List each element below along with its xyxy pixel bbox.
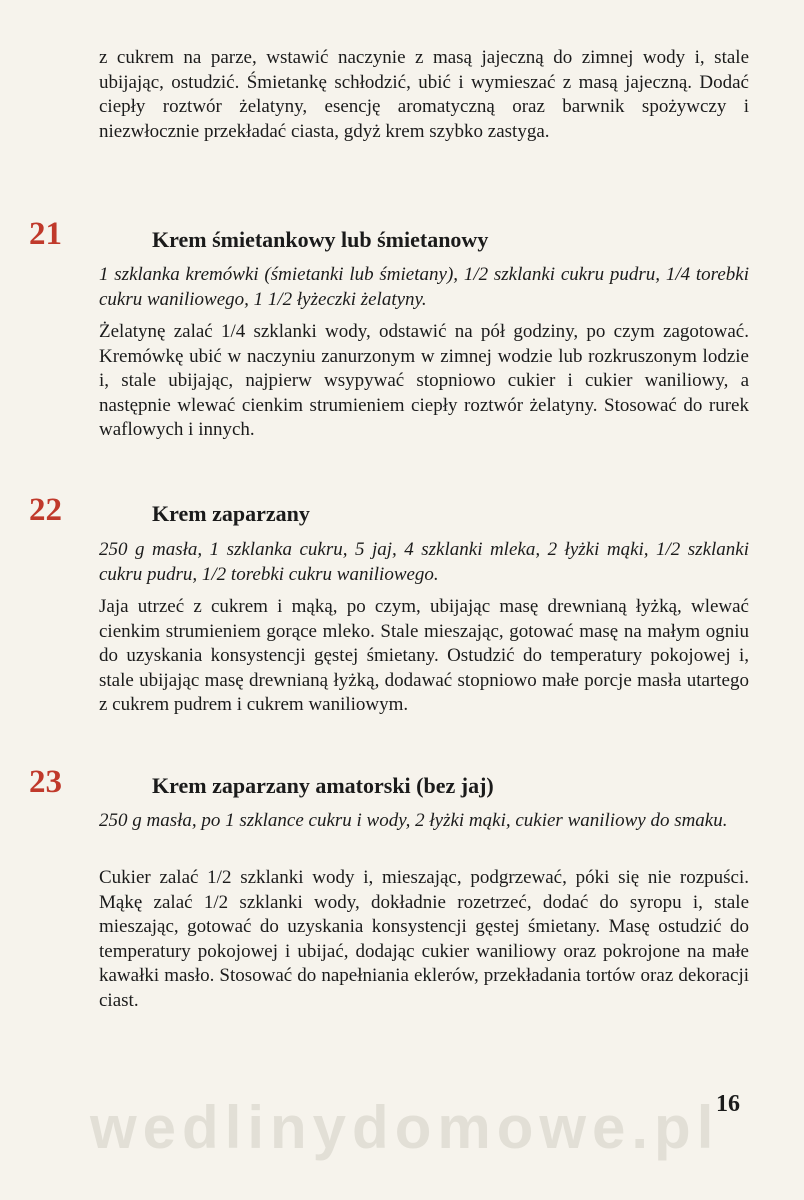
watermark: wedlinydomowe.pl <box>90 1094 720 1161</box>
recipe-number-23: 23 <box>29 764 62 800</box>
recipe-title-21: Krem śmietankowy lub śmietanowy <box>152 227 489 252</box>
recipe-number-21: 21 <box>29 216 62 252</box>
recipe-title-22: Krem zaparzany <box>152 501 310 526</box>
recipe-method-22: Jaja utrzeć z cukrem i mąką, po czym, ubijając masę drewnianą łyżką, wlewać cienkim strumieniem gorące mleko. Stale mieszając, gotować masę na małym ogniu do uzyskania konsystencji gęstej śmietany. Ostudzić do temperatury pokojowej i, stale ubijając masę drewnianą łyżką, dodawać stopniowo małe porcje masła utartego z cukrem pudrem i cukrem waniliowym. <box>99 596 749 715</box>
recipe-ingredients-23: 250 g masła, po 1 szklance cukru i wody, 2 łyżki mąki, cukier waniliowy do smaku. <box>99 810 728 831</box>
recipe-title-23: Krem zaparzany amatorski (bez jaj) <box>152 773 494 798</box>
recipe-method-23: Cukier zalać 1/2 szklanki wody i, mieszając, podgrzewać, póki się nie rozpuści. Mąkę zalać 1/2 szklanki wody, dokładnie rozetrzeć, dodać do syropu i, stale mieszając, gotować do uzyskania konsystencji gęstej śmietany. Masę ostudzić do temperatury pokojowej i ubijać, dodając cukier waniliowy oraz pokrojone na małe kawałki masło. Stosować do napełniania eklerów, przekładania tortów oraz dekoracji ciast. <box>99 867 749 1011</box>
intro-paragraph: z cukrem na parze, wstawić naczynie z masą jajeczną do zimnej wody i, stale ubijając, ostudzić. Śmietankę schłodzić, ubić i wymieszać z masą jajeczną. Dodać ciepły roztwór żelatyny, esencję aromatyczną oraz barwnik spożywczy i niezwłocznie przekładać ciasta, gdyż krem szybko zastyga. <box>99 47 749 142</box>
page-number: 16 <box>716 1091 740 1117</box>
recipe-ingredients-22: 250 g masła, 1 szklanka cukru, 5 jaj, 4 szklanki mleka, 2 łyżki mąki, 1/2 szklanki cukru pudru, 1/2 torebki cukru waniliowego. <box>99 539 749 585</box>
recipe-ingredients-21: 1 szklanka kremówki (śmietanki lub śmietany), 1/2 szklanki cukru pudru, 1/4 torebki cukru waniliowego, 1 1/2 łyżeczki żelatyny. <box>99 264 749 310</box>
recipe-method-21: Żelatynę zalać 1/4 szklanki wody, odstawić na pół godziny, po czym zagotować. Kremówkę ubić w naczyniu zanurzonym w zimnej wodzie lub rozkruszonym lodzie i, stale ubijając, najpierw wsypywać stopniowo cukier i cukier waniliowy, a następnie wlewać cienkim strumieniem ciepły roztwór żelatyny. Stosować do rurek waflowych i innych. <box>99 321 749 440</box>
recipe-number-22: 22 <box>29 492 62 528</box>
